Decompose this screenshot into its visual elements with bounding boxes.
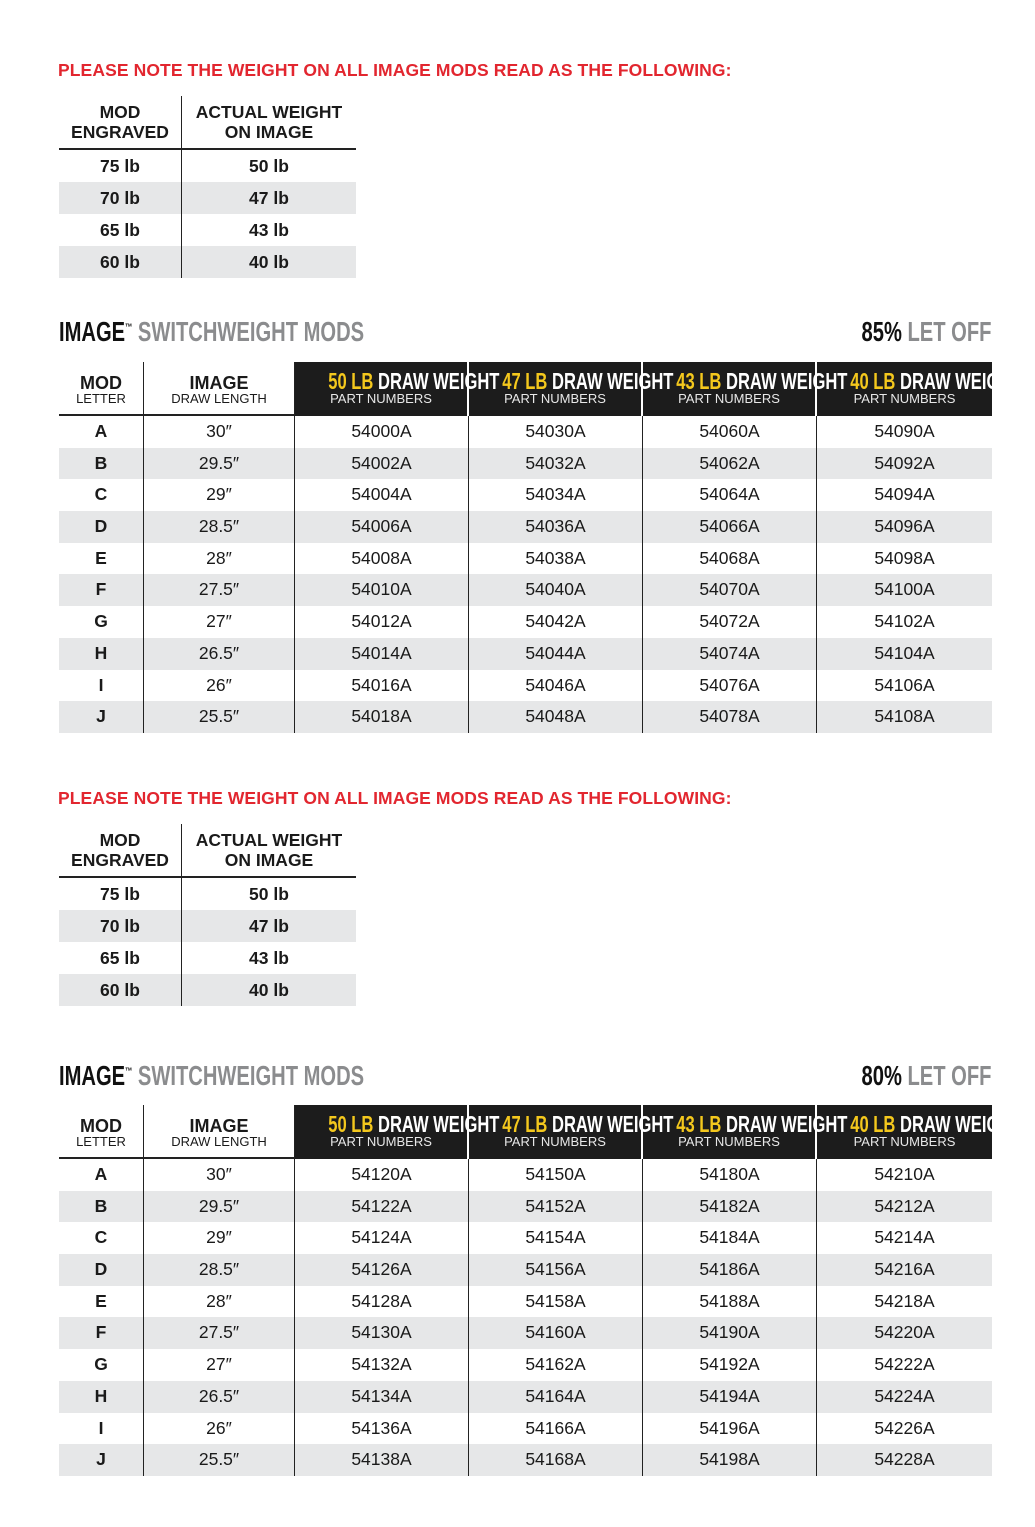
part-number-cell: 54128A xyxy=(295,1286,469,1318)
part-number-cell: 54222A xyxy=(874,1354,935,1375)
table-row xyxy=(59,1349,992,1381)
header-text: ACTUAL WEIGHT xyxy=(195,830,343,850)
draw-length-cell: 27″ xyxy=(144,1349,295,1381)
draw-weight-text: DRAW WEIGHT xyxy=(721,1111,848,1137)
part-number-cell: 54062A xyxy=(643,448,817,480)
mod-letter-cell: A xyxy=(59,1159,144,1191)
table-row xyxy=(59,511,992,543)
header-text: IMAGE xyxy=(189,373,249,393)
draw-length-cell: 25.5″ xyxy=(144,1444,295,1476)
part-number-cell: 54012A xyxy=(295,606,469,638)
part-number-cell: 54040A xyxy=(469,574,643,606)
header-text: ENGRAVED xyxy=(71,122,169,142)
let-off-percent: 85% xyxy=(861,316,902,347)
part-number-cell: 54070A xyxy=(643,574,817,606)
mod-letter-cell: C xyxy=(59,1222,144,1254)
part-number-cell: 54122A xyxy=(295,1191,469,1223)
weight-table-header xyxy=(59,96,356,150)
mod-letter-cell: J xyxy=(59,701,144,733)
part-number-cell: 54212A xyxy=(874,1195,935,1216)
section-title-text: SWITCHWEIGHT MODS xyxy=(132,1060,365,1091)
table-row xyxy=(59,1222,992,1254)
part-number-cell: 54016A xyxy=(295,670,469,702)
draw-weight-value: 43 LB xyxy=(676,1111,722,1137)
mod-letter-cell: F xyxy=(59,574,144,606)
mod-letter-header xyxy=(59,1105,144,1159)
table-row xyxy=(59,910,356,942)
mod-letter-cell: D xyxy=(59,511,144,543)
part-number-cell: 54166A xyxy=(469,1413,643,1445)
engraved-cell: 70 lb xyxy=(59,910,182,942)
part-number-cell: 54032A xyxy=(469,448,643,480)
draw-length-cell: 28.5″ xyxy=(144,1254,295,1286)
section-title xyxy=(59,316,364,348)
section-heading xyxy=(59,308,991,348)
part-number-cell: 54190A xyxy=(643,1317,817,1349)
let-off-label xyxy=(861,316,991,348)
part-numbers-label: PART NUMBERS xyxy=(330,1134,432,1149)
part-number-cell: 54094A xyxy=(874,484,935,505)
part-number-cell: 54120A xyxy=(295,1159,469,1191)
draw-weight-text: DRAW WEIGHT xyxy=(895,1111,1022,1137)
part-number-cell: 54138A xyxy=(295,1444,469,1476)
draw-length-cell: 29.5″ xyxy=(144,1191,295,1223)
table-row xyxy=(59,1191,992,1223)
part-number-cell: 54006A xyxy=(295,511,469,543)
weight-note: PLEASE NOTE THE WEIGHT ON ALL IMAGE MODS READ AS THE FOLLOWING: xyxy=(58,788,732,808)
part-number-cell: 54074A xyxy=(643,638,817,670)
part-number-cell: 54000A xyxy=(295,416,469,448)
draw-weight-value: 50 LB xyxy=(328,368,374,394)
draw-length-cell: 27.5″ xyxy=(144,574,295,606)
table-row xyxy=(59,479,992,511)
part-number-cell: 54104A xyxy=(874,642,935,663)
part-number-cell: 54158A xyxy=(469,1286,643,1318)
part-numbers-label: PART NUMBERS xyxy=(504,1134,606,1149)
header-text: IMAGE xyxy=(189,1116,249,1136)
part-number-cell: 54060A xyxy=(643,416,817,448)
mod-letter-cell: F xyxy=(59,1317,144,1349)
mod-letter-cell: A xyxy=(59,416,144,448)
draw-weight-title xyxy=(328,362,499,393)
mod-table xyxy=(59,1105,1022,1476)
part-number-cell: 54100A xyxy=(874,579,935,600)
draw-weight-title xyxy=(502,1105,673,1136)
part-number-cell: 54126A xyxy=(295,1254,469,1286)
table-row xyxy=(59,1317,992,1349)
part-number-cell: 54132A xyxy=(295,1349,469,1381)
weight-table xyxy=(59,824,356,1006)
draw-weight-header xyxy=(295,1105,500,1159)
part-numbers-label: PART NUMBERS xyxy=(330,391,432,406)
mod-letter-cell: J xyxy=(59,1444,144,1476)
part-number-cell: 54036A xyxy=(469,511,643,543)
draw-weight-text: DRAW WEIGHT xyxy=(895,368,1022,394)
part-number-cell: 54156A xyxy=(469,1254,643,1286)
part-number-cell: 54068A xyxy=(643,543,817,575)
part-number-cell: 54098A xyxy=(874,547,935,568)
part-number-cell: 54196A xyxy=(643,1413,817,1445)
table-row xyxy=(59,182,356,214)
part-number-cell: 54228A xyxy=(874,1449,935,1470)
part-number-cell: 54184A xyxy=(643,1222,817,1254)
actual-weight-header xyxy=(182,96,356,148)
part-number-cell: 54014A xyxy=(295,638,469,670)
part-number-cell: 54030A xyxy=(469,416,643,448)
table-row xyxy=(59,150,356,182)
let-off-text: LET OFF xyxy=(901,316,991,347)
mod-engraved-header xyxy=(59,96,182,148)
part-number-cell: 54220A xyxy=(874,1322,935,1343)
table-row xyxy=(59,448,992,480)
part-number-cell: 54214A xyxy=(874,1227,935,1248)
draw-weight-title xyxy=(850,362,1021,393)
part-number-cell: 54182A xyxy=(643,1191,817,1223)
engraved-cell: 75 lb xyxy=(59,150,182,182)
header-subtext: DRAW LENGTH xyxy=(171,391,267,406)
part-number-cell: 54124A xyxy=(295,1222,469,1254)
let-off-text: LET OFF xyxy=(901,1060,991,1091)
header-text: ENGRAVED xyxy=(71,850,169,870)
actual-cell: 50 lb xyxy=(249,156,289,176)
let-off-percent: 80% xyxy=(861,1060,902,1091)
part-number-cell: 54008A xyxy=(295,543,469,575)
actual-cell: 40 lb xyxy=(249,980,289,1000)
let-off-label xyxy=(861,1060,991,1092)
part-number-cell: 54136A xyxy=(295,1413,469,1445)
part-number-cell: 54102A xyxy=(874,611,935,632)
weight-table-header xyxy=(59,824,356,878)
mod-table-header xyxy=(59,1105,1022,1159)
engraved-cell: 75 lb xyxy=(59,878,182,910)
brand-name: IMAGE xyxy=(59,316,126,347)
draw-length-cell: 29″ xyxy=(144,1222,295,1254)
table-row xyxy=(59,701,992,733)
draw-length-cell: 26.5″ xyxy=(144,1381,295,1413)
draw-weight-text: DRAW WEIGHT xyxy=(721,368,848,394)
mod-letter-cell: B xyxy=(59,448,144,480)
actual-cell: 47 lb xyxy=(249,916,289,936)
part-numbers-label: PART NUMBERS xyxy=(853,391,956,406)
actual-cell: 40 lb xyxy=(249,252,289,272)
part-number-cell: 54152A xyxy=(469,1191,643,1223)
mod-letter-cell: E xyxy=(59,543,144,575)
part-number-cell: 54134A xyxy=(295,1381,469,1413)
part-number-cell: 54186A xyxy=(643,1254,817,1286)
part-number-cell: 54194A xyxy=(643,1381,817,1413)
draw-weight-value: 47 LB xyxy=(502,1111,548,1137)
part-number-cell: 54044A xyxy=(469,638,643,670)
table-row xyxy=(59,1286,992,1318)
part-number-cell: 54090A xyxy=(874,421,935,441)
draw-weight-title xyxy=(502,362,673,393)
header-text: ACTUAL WEIGHT xyxy=(195,102,343,122)
part-number-cell: 54038A xyxy=(469,543,643,575)
mod-letter-cell: H xyxy=(59,638,144,670)
table-row xyxy=(59,416,992,448)
header-text: ON IMAGE xyxy=(224,122,314,142)
actual-weight-header xyxy=(182,824,356,876)
mod-letter-cell: I xyxy=(59,670,144,702)
part-number-cell: 54002A xyxy=(295,448,469,480)
table-row xyxy=(59,1381,992,1413)
draw-weight-text: DRAW WEIGHT xyxy=(547,368,674,394)
part-numbers-label: PART NUMBERS xyxy=(853,1134,956,1149)
draw-weight-value: 50 LB xyxy=(328,1111,374,1137)
mod-letter-cell: H xyxy=(59,1381,144,1413)
part-number-cell: 54108A xyxy=(874,706,935,727)
engraved-cell: 60 lb xyxy=(59,246,182,278)
draw-weight-value: 47 LB xyxy=(502,368,548,394)
engraved-cell: 65 lb xyxy=(59,214,182,246)
mod-letter-cell: E xyxy=(59,1286,144,1318)
draw-weight-title xyxy=(676,1105,847,1136)
table-row xyxy=(59,1444,992,1476)
mod-letter-cell: G xyxy=(59,606,144,638)
draw-weight-value: 40 LB xyxy=(850,368,896,394)
mod-letter-cell: D xyxy=(59,1254,144,1286)
draw-weight-value: 43 LB xyxy=(676,368,722,394)
draw-weight-title xyxy=(328,1105,499,1136)
mod-letter-cell: C xyxy=(59,479,144,511)
part-number-cell: 54160A xyxy=(469,1317,643,1349)
table-row xyxy=(59,246,356,278)
header-subtext: DRAW LENGTH xyxy=(171,1134,267,1149)
part-number-cell: 54154A xyxy=(469,1222,643,1254)
mod-letter-header xyxy=(59,362,144,416)
draw-length-header xyxy=(144,1105,295,1159)
actual-cell: 43 lb xyxy=(249,220,289,240)
part-number-cell: 54162A xyxy=(469,1349,643,1381)
part-number-cell: 54096A xyxy=(874,516,935,537)
draw-weight-title xyxy=(850,1105,1021,1136)
engraved-cell: 65 lb xyxy=(59,942,182,974)
part-number-cell: 54188A xyxy=(643,1286,817,1318)
header-subtext: LETTER xyxy=(76,1134,126,1149)
actual-cell: 47 lb xyxy=(249,188,289,208)
table-row xyxy=(59,638,992,670)
header-subtext: LETTER xyxy=(76,391,126,406)
draw-length-cell: 26″ xyxy=(144,670,295,702)
draw-weight-value: 40 LB xyxy=(850,1111,896,1137)
part-number-cell: 54168A xyxy=(469,1444,643,1476)
draw-length-cell: 30″ xyxy=(144,416,295,448)
table-row xyxy=(59,543,992,575)
draw-length-cell: 26.5″ xyxy=(144,638,295,670)
draw-length-header xyxy=(144,362,295,416)
part-number-cell: 54078A xyxy=(643,701,817,733)
draw-length-cell: 25.5″ xyxy=(144,701,295,733)
draw-length-cell: 30″ xyxy=(144,1159,295,1191)
part-number-cell: 54192A xyxy=(643,1349,817,1381)
draw-length-cell: 29.5″ xyxy=(144,448,295,480)
draw-weight-text: DRAW WEIGHT xyxy=(373,1111,500,1137)
draw-length-cell: 27″ xyxy=(144,606,295,638)
draw-length-cell: 26″ xyxy=(144,1413,295,1445)
draw-length-cell: 28″ xyxy=(144,543,295,575)
section-title xyxy=(59,1060,364,1092)
part-number-cell: 54216A xyxy=(874,1259,935,1280)
mod-table xyxy=(59,362,1022,733)
part-number-cell: 54198A xyxy=(643,1444,817,1476)
table-row xyxy=(59,878,356,910)
part-number-cell: 54046A xyxy=(469,670,643,702)
draw-weight-title xyxy=(676,362,847,393)
part-number-cell: 54076A xyxy=(643,670,817,702)
trademark-mark: ™ xyxy=(125,1066,133,1078)
part-number-cell: 54092A xyxy=(874,452,935,473)
draw-length-cell: 27.5″ xyxy=(144,1317,295,1349)
table-row xyxy=(59,1159,992,1191)
part-number-cell: 54106A xyxy=(874,674,935,695)
header-text: MOD xyxy=(80,373,122,393)
section-heading xyxy=(59,1052,991,1092)
engraved-cell: 70 lb xyxy=(59,182,182,214)
draw-weight-header xyxy=(295,362,500,416)
part-number-cell: 54226A xyxy=(874,1417,935,1438)
header-text: MOD xyxy=(80,1116,122,1136)
weight-note: PLEASE NOTE THE WEIGHT ON ALL IMAGE MODS READ AS THE FOLLOWING: xyxy=(58,60,732,80)
part-number-cell: 54066A xyxy=(643,511,817,543)
brand-name: IMAGE xyxy=(59,1060,126,1091)
weight-table xyxy=(59,96,356,278)
table-row xyxy=(59,214,356,246)
mod-engraved-header xyxy=(59,824,182,876)
part-number-cell: 54224A xyxy=(874,1385,935,1406)
engraved-cell: 60 lb xyxy=(59,974,182,1006)
draw-weight-text: DRAW WEIGHT xyxy=(373,368,500,394)
part-numbers-label: PART NUMBERS xyxy=(678,1134,780,1149)
actual-cell: 50 lb xyxy=(249,884,289,904)
draw-length-cell: 28″ xyxy=(144,1286,295,1318)
trademark-mark: ™ xyxy=(125,322,133,334)
table-row xyxy=(59,606,992,638)
part-numbers-label: PART NUMBERS xyxy=(504,391,606,406)
part-number-cell: 54210A xyxy=(874,1164,935,1184)
mod-letter-cell: I xyxy=(59,1413,144,1445)
part-number-cell: 54048A xyxy=(469,701,643,733)
header-text: ON IMAGE xyxy=(224,850,314,870)
header-text: MOD xyxy=(99,102,141,122)
draw-weight-text: DRAW WEIGHT xyxy=(547,1111,674,1137)
section-title-text: SWITCHWEIGHT MODS xyxy=(132,316,365,347)
header-text: MOD xyxy=(99,830,141,850)
mod-letter-cell: G xyxy=(59,1349,144,1381)
part-number-cell: 54150A xyxy=(469,1159,643,1191)
draw-length-cell: 28.5″ xyxy=(144,511,295,543)
mod-letter-cell: B xyxy=(59,1191,144,1223)
part-number-cell: 54180A xyxy=(643,1159,817,1191)
table-row xyxy=(59,1413,992,1445)
table-row xyxy=(59,670,992,702)
part-number-cell: 54072A xyxy=(643,606,817,638)
part-number-cell: 54042A xyxy=(469,606,643,638)
draw-length-cell: 29″ xyxy=(144,479,295,511)
table-row xyxy=(59,1254,992,1286)
table-row xyxy=(59,574,992,606)
part-number-cell: 54018A xyxy=(295,701,469,733)
part-numbers-label: PART NUMBERS xyxy=(678,391,780,406)
part-number-cell: 54004A xyxy=(295,479,469,511)
part-number-cell: 54034A xyxy=(469,479,643,511)
mod-table-header xyxy=(59,362,1022,416)
part-number-cell: 54218A xyxy=(874,1290,935,1311)
part-number-cell: 54164A xyxy=(469,1381,643,1413)
table-row xyxy=(59,942,356,974)
table-row xyxy=(59,974,356,1006)
actual-cell: 43 lb xyxy=(249,948,289,968)
part-number-cell: 54130A xyxy=(295,1317,469,1349)
part-number-cell: 54010A xyxy=(295,574,469,606)
part-number-cell: 54064A xyxy=(643,479,817,511)
